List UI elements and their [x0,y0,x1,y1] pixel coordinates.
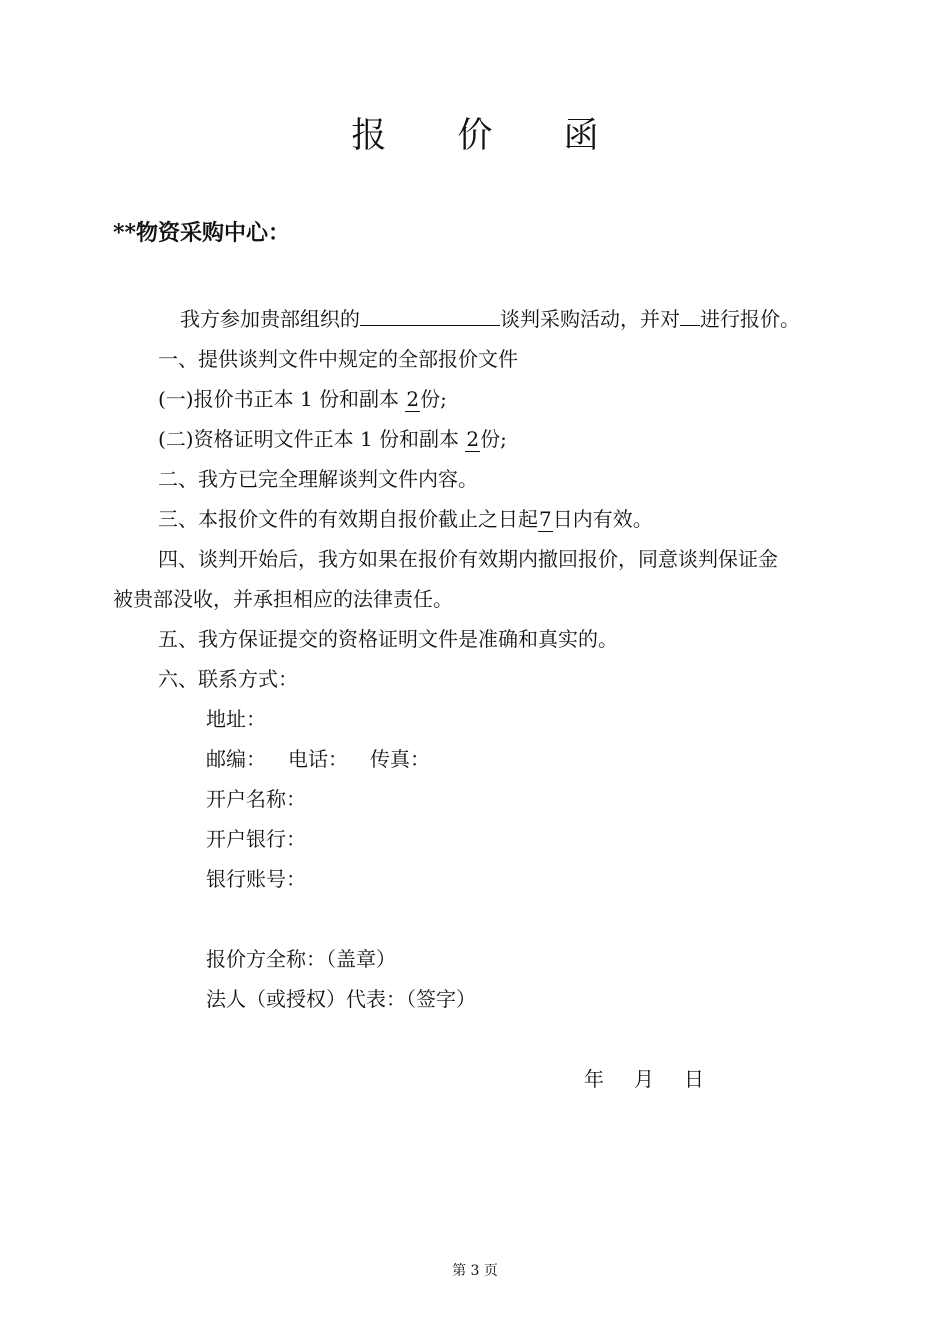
date-day: 日 [684,1067,704,1091]
page-number: 第 3 页 [452,1263,498,1279]
validity-days: 7 [539,507,552,531]
item-5: 五、我方保证提交的资格证明文件是准确和真实的。 [158,627,618,651]
item-4-line-2: 被贵部没收，并承担相应的法律责任。 [113,587,453,611]
sub2-before: (二)资格证明文件正本 1 份和副本 [158,427,466,451]
contact-address: 地址： [206,707,266,731]
item-1: 一、提供谈判文件中规定的全部报价文件 [158,347,518,371]
sub1-count: 2 [406,387,420,411]
contact-account-no: 银行账号： [206,867,306,891]
intro-before: 我方参加贵部组织的 [180,307,360,331]
item3-before: 三、本报价文件的有效期自报价截止之日起 [158,507,538,531]
contact-bank: 开户银行： [206,827,306,851]
item-6: 六、联系方式： [158,667,298,691]
signature-legal-rep: 法人（或授权）代表：（签字） [206,987,476,1011]
recipient-line: **物资采购中心： [113,220,291,246]
date-line [584,1063,704,1092]
sub2-count: 2 [466,427,480,451]
item-2: 二、我方已完全理解谈判文件内容。 [158,467,478,491]
item-blank [680,305,700,326]
sub1-after: 份; [420,387,447,411]
contact-postcode: 邮编： [206,747,266,771]
contact-account-name: 开户名称： [206,787,306,811]
date-month: 月 [634,1067,654,1091]
sub1-before: (一)报价书正本 1 份和副本 [158,387,406,411]
intro-middle: 谈判采购活动，并对 [500,307,680,331]
item-4-line-1: 四、谈判开始后，我方如果在报价有效期内撤回报价，同意谈判保证金 [158,547,778,571]
date-year: 年 [584,1067,604,1091]
project-name-blank [360,305,500,326]
item-3 [158,503,653,532]
item-1-sub-1 [158,383,447,412]
document-title: 报 价 函 [351,116,629,156]
sub2-after: 份; [480,427,507,451]
contact-row [206,743,430,772]
item3-after: 日内有效。 [552,507,653,531]
contact-fax: 传真： [370,747,430,771]
item-1-sub-2 [158,423,507,452]
contact-phone: 电话： [288,747,348,771]
intro-after: 进行报价。 [700,307,800,331]
intro-paragraph [180,303,800,332]
signature-company: 报价方全称：（盖章） [206,947,396,971]
